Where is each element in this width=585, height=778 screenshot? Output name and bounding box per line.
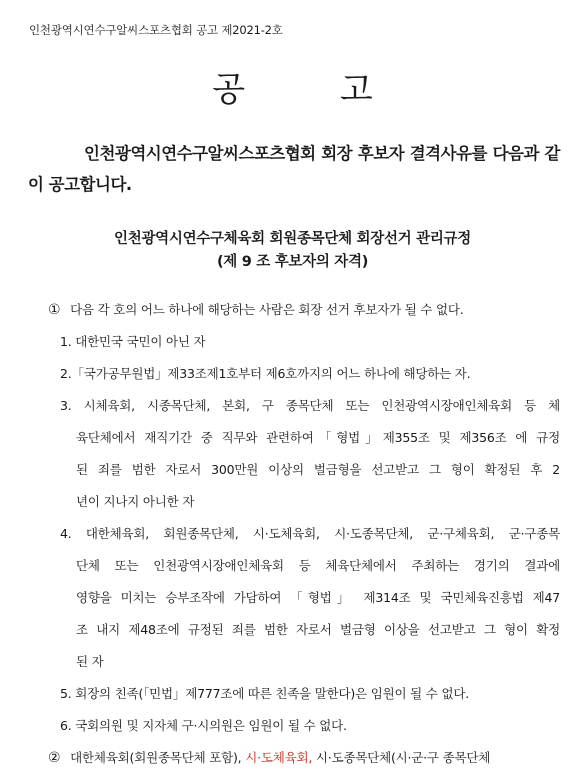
item-2: 2.「국가공무원법」제33조제1호부터 제6호까지의 어느 하나에 해당하는 자. xyxy=(60,366,471,381)
intro-paragraph: 인천광역시연수구알씨스포츠협회 회장 후보자 결격사유를 다음과 같이 공고합니다. xyxy=(28,144,560,194)
clause-2-marker: ② xyxy=(48,750,61,766)
item-3-line-2: 육단체에서 재직기간 중 직무와 관련하여「형법」제355조 및 제356조 에 규정 xyxy=(76,430,560,445)
item-6: 6. 국회의원 및 지자체 구·시의원은 임원이 될 수 없다. xyxy=(60,718,347,733)
regulation-title-line-1: 인천광역시연수구체육회 회원종목단체 회장선거 관리규정 xyxy=(114,231,471,247)
item-3-line-4: 년이 지나지 아니한 자 xyxy=(76,494,195,509)
clause-2-highlight: 시·도체육회, xyxy=(245,750,313,765)
item-4-line-2: 단체 또는 인천광역시장애인체육회 등 체육단체에서 주최하는 경기의 결과에 xyxy=(76,558,560,573)
clause-1 xyxy=(48,300,464,318)
regulation-title-line-2: (제 9 조 후보자의 자격) xyxy=(216,254,369,270)
title-char-2: 고 xyxy=(339,70,373,110)
clause-1-text: 다음 각 호의 어느 하나에 해당하는 사람은 회장 선거 후보자가 될 수 없다. xyxy=(70,302,464,317)
notice-number: 인천광역시연수구알씨스포츠협회 공고 제2021-2호 xyxy=(29,23,283,37)
item-1: 1. 대한민국 국민이 아닌 자 xyxy=(60,334,206,349)
item-4-line-1: 4. 대한체육회, 회원종목단체, 시·도체육회, 시·도종목단체, 군·구체육회, 군·구종목 xyxy=(60,526,560,541)
clause-1-marker: ① xyxy=(48,302,61,318)
item-3-line-1: 3. 시체육회, 시종목단체, 본회, 구 종목단체 또는 인천광역시장애인체육회 등 체 xyxy=(60,398,560,413)
clause-2-text-part-1: 대한체육회(회원종목단체 포함), xyxy=(70,750,242,765)
item-3-line-3: 된 죄를 범한 자로서 300만원 이상의 벌금형을 선고받고 그 형이 확정된 후 2 xyxy=(76,462,560,477)
clause-2-text-part-2: 시·도종목단체(시·군·구 종목단체 xyxy=(315,750,491,765)
item-4-line-4: 조 내지 제48조에 규정된 죄를 범한 자로서 벌금형 이상을 선고받고 그 형이 확정 xyxy=(76,622,560,637)
clause-2 xyxy=(48,748,490,766)
item-5: 5. 회장의 친족(「민법」제777조에 따른 친족을 말한다)은 임원이 될 수 없다. xyxy=(60,686,469,701)
item-4-line-3: 영향을 미치는 승부조작에 가담하여 「형법」 제314조 및 국민체육진흥법 제47 xyxy=(76,590,560,605)
item-4-line-5: 된 자 xyxy=(76,654,104,669)
title-char-1: 공 xyxy=(212,70,246,110)
